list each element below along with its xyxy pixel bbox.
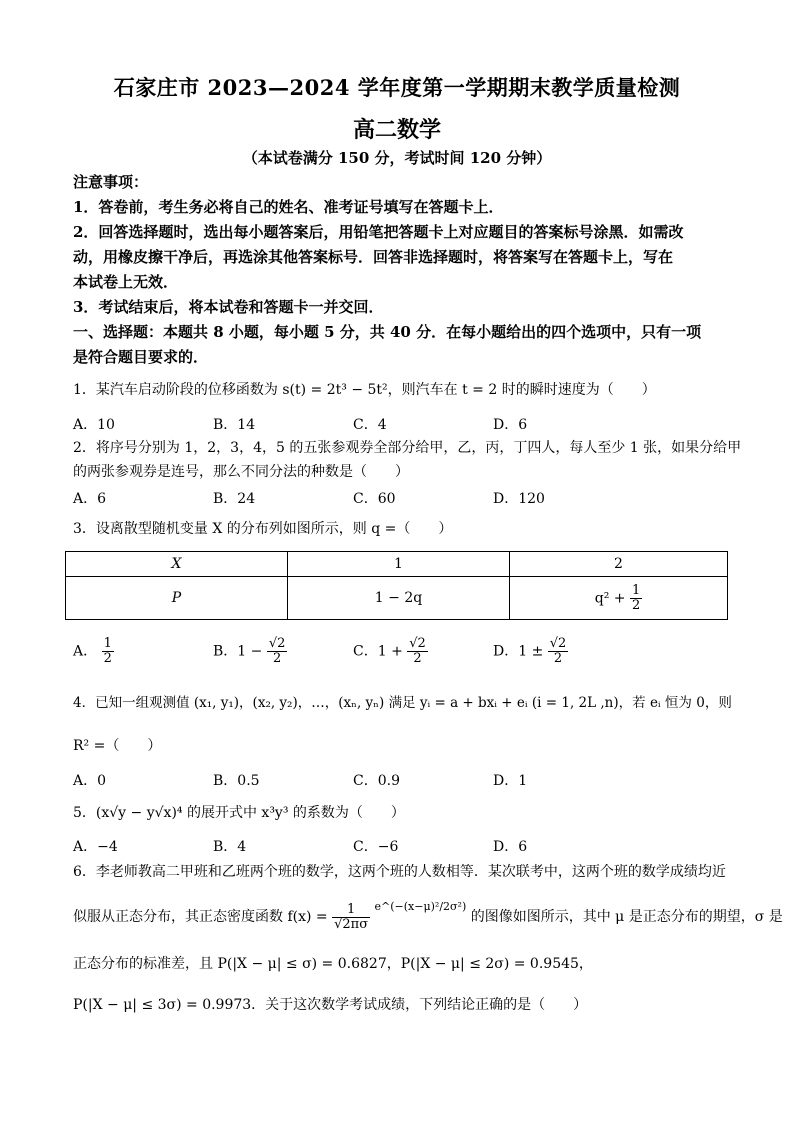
question-5: 5．(x√y − y√x)⁴ 的展开式中 x³y³ 的系数为（ ） [73,805,405,821]
exam-title: 石家庄市 2023—2024 学年度第一学期期末教学质量检测 [113,75,681,100]
option-a: A．0 [73,773,107,789]
option-c: C．60 [353,491,396,507]
fraction-numerator: √2 [409,636,426,651]
exponent-term: e^(−(x−μ)²/2σ²) [374,900,467,913]
option-a: A．10 [73,417,115,433]
question-2-line-1: 2．将序号分别为 1，2，3，4，5 的五张参观券全部分给甲，乙，丙，丁四人，每人至少 1 张，如果分给甲 [73,440,742,456]
option-a [73,637,114,666]
option-c: C．0.9 [353,773,400,789]
question-1: 1．某汽车启动阶段的位移函数为 s(t) = 2t³ − 5t²，则汽车在 t = 2 时的瞬时速度为（ ） [73,382,656,398]
subject-title: 高二数学 [352,117,441,143]
table-cell: P [66,577,288,620]
section-1-heading-line-2: 是符合题目要求的． [73,348,209,366]
table-cell: 1 [288,552,510,577]
option-label: A． [73,643,98,660]
fraction-denominator: 2 [413,651,422,666]
question-6-text-a: 似服从正态分布，其正态密度函数 f(x) = [73,909,328,925]
question-6-line-4: P(|X − μ| ≤ 3σ) = 0.9973．关于这次数学考试成绩，下列结论正确的是（ ） [73,997,588,1013]
cell-expression: q² + [594,590,626,606]
option-b: B．24 [213,491,256,507]
question-2-line-2: 的两张参观券是连号，那么不同分法的种数是（ ） [73,464,409,480]
fraction-denominator: 2 [103,651,112,666]
option-b [213,637,287,666]
question-4-line-2: R² =（ ） [73,738,162,754]
option-b: B．4 [213,839,247,855]
fraction-numerator: 1 [631,582,641,598]
option-d: D．6 [493,839,528,855]
option-d: D．120 [493,491,545,507]
question-6-line-2 [73,900,783,934]
notice-item-3: 3．考试结束后，将本试卷和答题卡一并交回． [73,298,384,316]
table-cell: 1 − 2q [288,577,510,620]
option-c [353,637,428,666]
exam-note: （本试卷满分 150 分，考试时间 120 分钟） [242,149,552,167]
notice-heading: 注意事项： [73,173,149,191]
fraction [548,637,569,666]
option-d: D．1 [493,773,528,789]
fraction-denominator: 2 [553,651,563,666]
table-cell: 2 [510,552,728,577]
table-cell: X [66,552,288,577]
table-row [66,552,728,577]
section-1-heading-line-1: 一、选择题：本题共 8 小题，每小题 5 分，共 40 分．在每小题给出的四个选项中，只有一项 [73,323,702,341]
fraction-denominator: 2 [272,651,282,666]
table-cell [510,577,728,620]
option-d [493,637,568,666]
fraction [407,637,428,666]
fraction-numerator: 1 [103,636,112,651]
fraction-numerator: 1 [332,903,370,918]
option-d: D．6 [493,417,528,433]
option-label: D．1 ± [493,643,544,660]
fraction [332,903,370,932]
question-4-line-1: 4．已知一组观测值 (x₁, y₁)，(x₂, y₂)，…，(xₙ, yₙ) 满足 yᵢ = a + bxᵢ + eᵢ (i = 1, 2L ,n)，若 eᵢ 恒为 0，则 [73,695,732,711]
option-label: C．1 + [353,643,403,660]
fraction [102,637,114,666]
question-6-line-3: 正态分布的标准差，且 P(|X − μ| ≤ σ) = 0.6827，P(|X − μ| ≤ 2σ) = 0.9545， [73,956,593,972]
option-c: C．−6 [353,839,399,855]
distribution-table [65,551,728,620]
notice-item-2-line-2: 动，用橡皮擦干净后，再选涂其他答案标号．回答非选择题时，将答案写在答题卡上，写在 [73,248,674,266]
notice-item-2-line-3: 本试卷上无效． [73,273,179,291]
fraction-denominator: 2 [631,597,641,613]
option-a: A．−4 [73,839,118,855]
question-6-text-b: 的图像如图所示，其中 μ 是正态分布的期望，σ 是 [470,909,783,925]
question-2-options [73,488,733,510]
option-a: A．6 [73,491,107,507]
question-5-options [73,836,733,858]
fraction [630,584,642,613]
fraction-denominator: √2πσ [334,916,369,932]
notice-item-1: 1．答卷前，考生务必将自己的姓名、准考证号填写在答题卡上． [73,198,504,216]
question-6-line-1: 6．李老师教高二甲班和乙班两个班的数学，这两个班的人数相等．某次联考中，这两个班的数学成绩均近 [73,864,726,880]
question-1-options [73,414,733,436]
option-b: B．0.5 [213,773,260,789]
fraction [267,637,288,666]
option-b: B．14 [213,417,256,433]
fraction-numerator: √2 [549,636,567,651]
option-label: B．1 − [213,643,263,660]
question-3-options [73,637,733,673]
table-row [66,577,728,620]
fraction-numerator: √2 [268,636,286,651]
question-3: 3．设离散型随机变量 X 的分布列如图所示，则 q =（ ） [73,521,453,537]
option-c: C．4 [353,417,387,433]
question-4-options [73,770,733,792]
notice-item-2-line-1: 2．回答选择题时，选出每小题答案后，用铅笔把答题卡上对应题目的答案标号涂黑．如需改 [73,223,684,241]
